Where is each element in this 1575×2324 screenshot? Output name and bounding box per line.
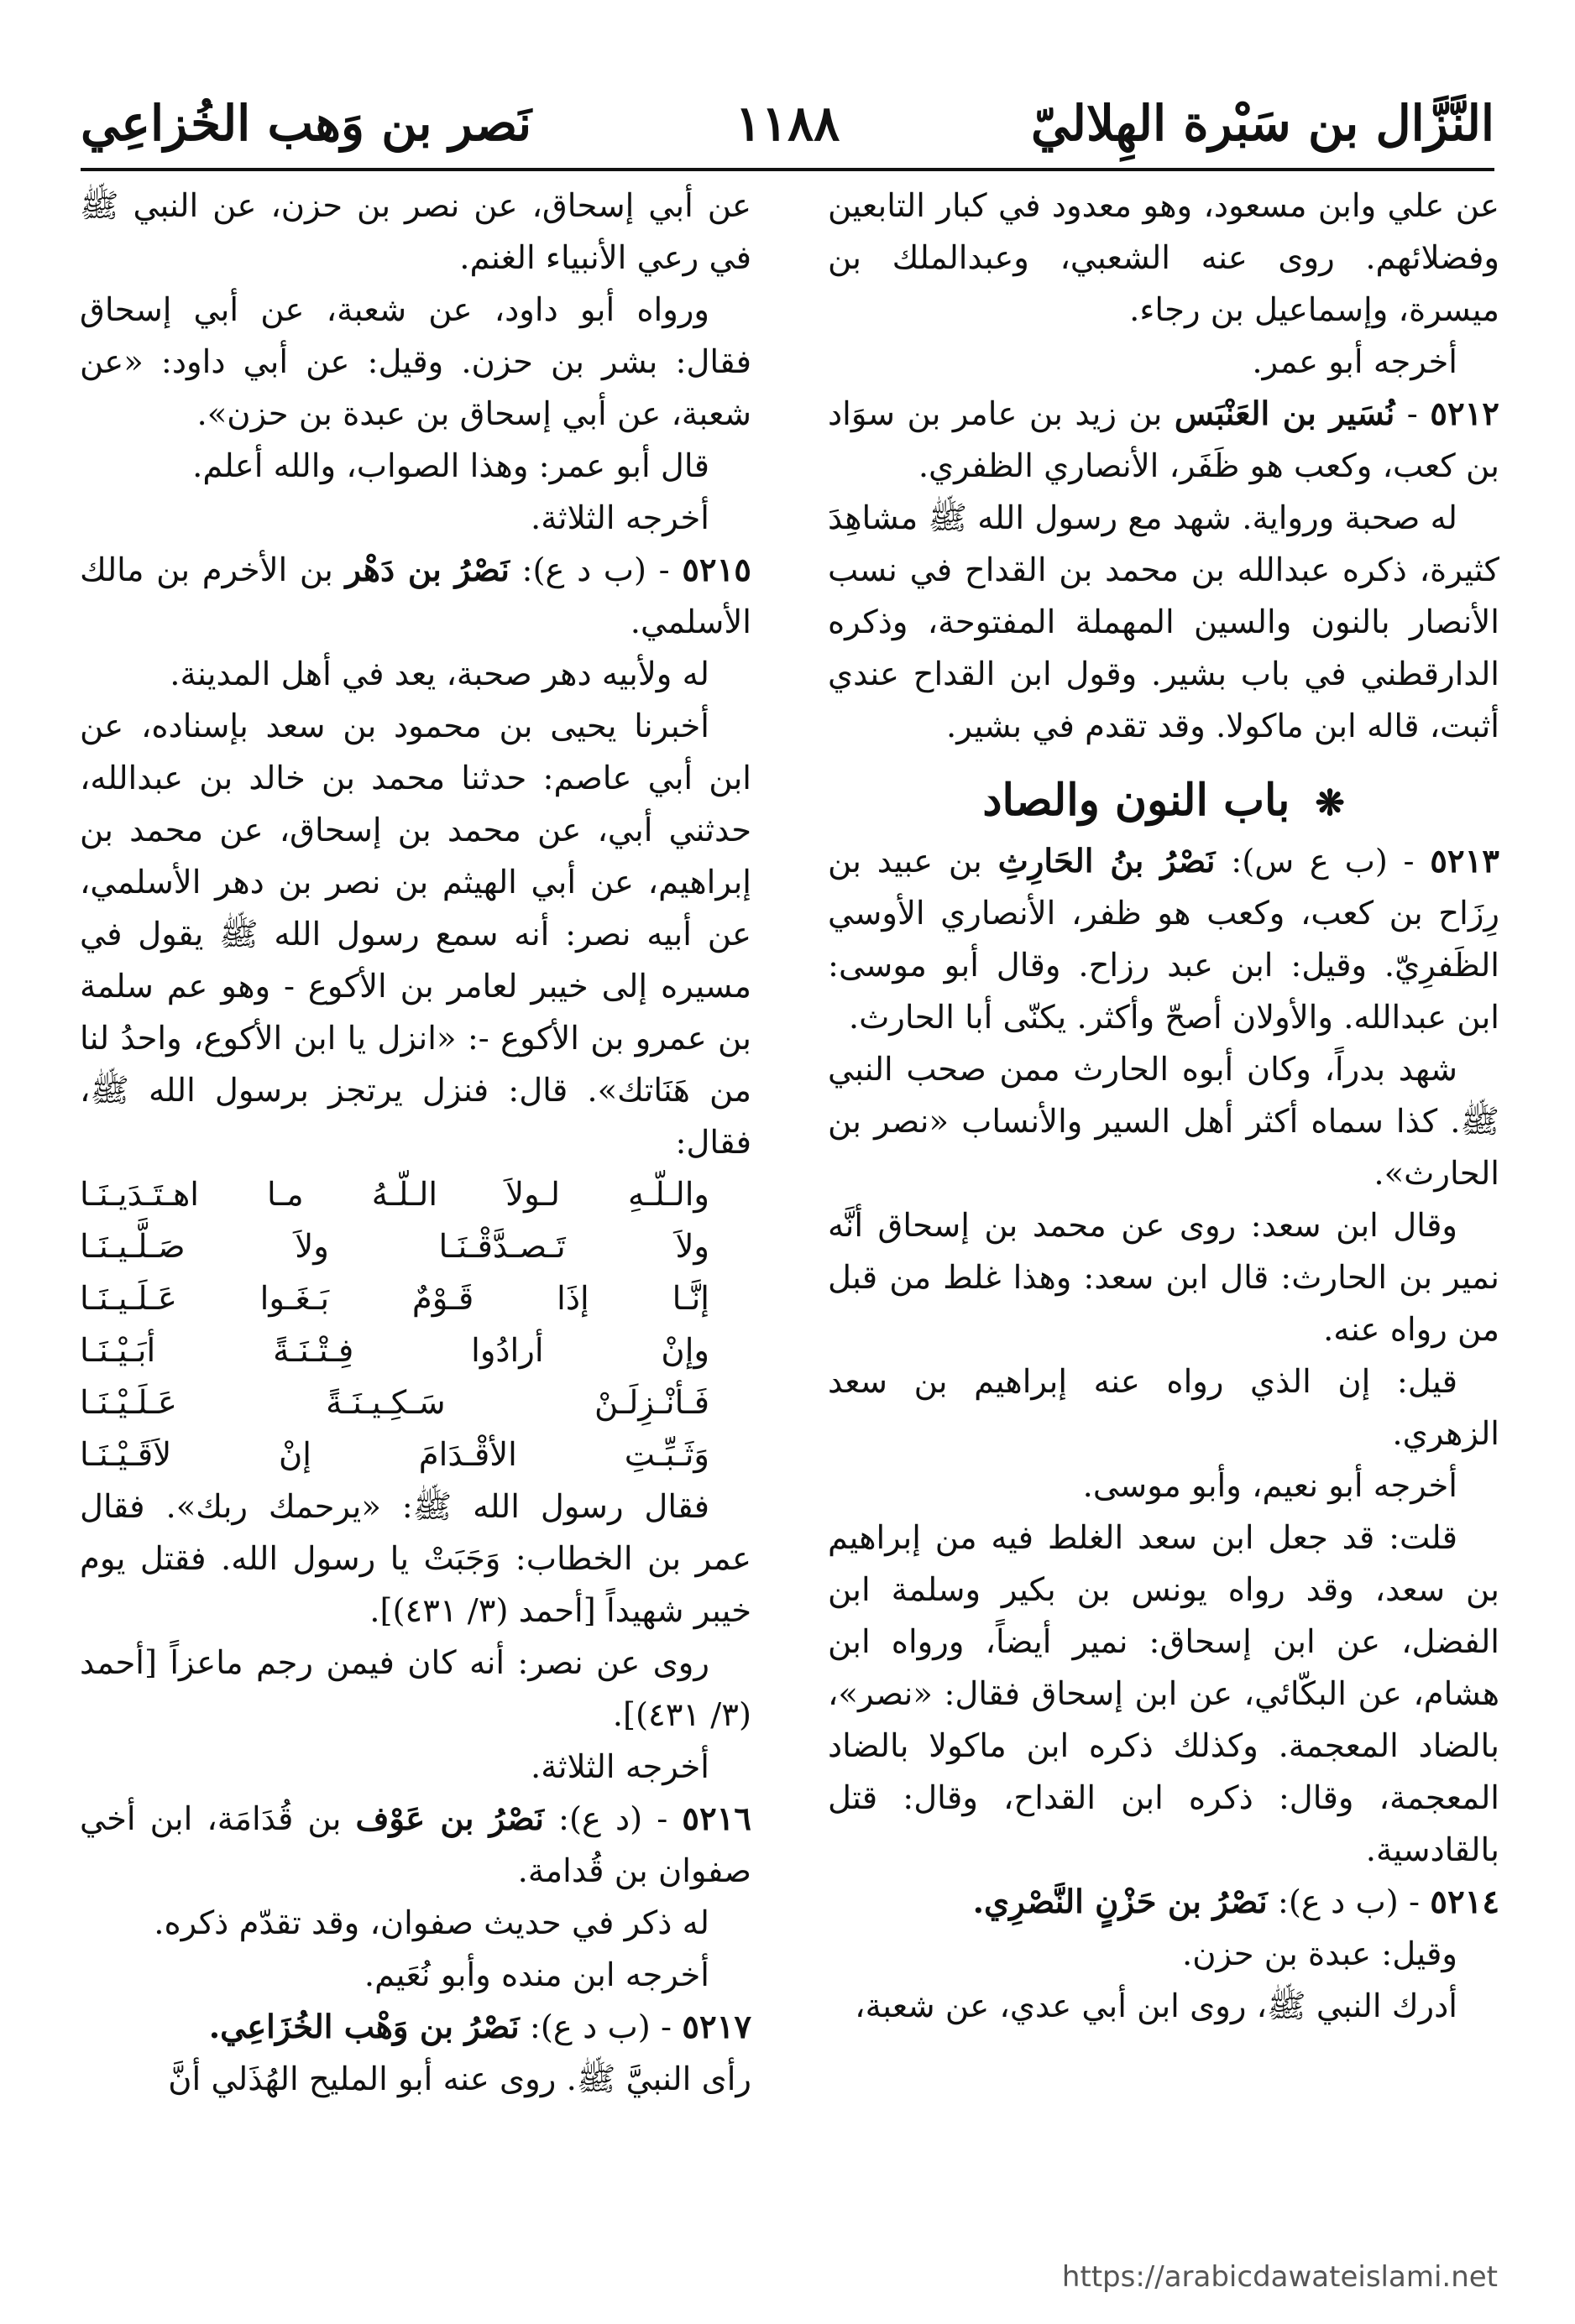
entry-text: بن زيد بن عامر بن سوَاد بن كعب، وكعب هو ظَفَر، الأنصاري الظفري. bbox=[828, 395, 1499, 485]
poem-verse: وإنْ أرادُوا فِـتْـنَـةً أبَـيْـنَـا bbox=[80, 1332, 709, 1370]
poem-verse: والـلّـهِ لـولاَ الـلّـهُ مـا اهـتَـدَيـنَـا bbox=[80, 1176, 709, 1214]
paragraph: أخرجه أبو نعيم، وأبو موسى. bbox=[1082, 1467, 1457, 1505]
entry-number: ٥٢١٥ bbox=[682, 551, 751, 589]
section-title bbox=[828, 775, 1499, 829]
paragraph: ورواه أبو داود، عن شعبة، عن أبي إسحاق فقال: بشر بن حزن. وقيل: عن أبي داود: «عن شعبة، عن أبي إسحاق بن عبدة بن حزن». bbox=[80, 291, 751, 433]
header-rule bbox=[81, 168, 1494, 171]
entry-tag: (ب ع س): bbox=[1231, 843, 1388, 880]
paragraph: عن أبي إسحاق، عن نصر بن حزن، عن النبي ﷺ في رعي الأنبياء الغنم. bbox=[80, 187, 751, 277]
entry-tag: (ب د ع): bbox=[1277, 1883, 1399, 1921]
entry-5213: ٥٢١٣ - (ب ع س): نَصْرُ بنُ الحَارِثِ بن عبيد بن رِزَاح بن كعب، وكعب هو ظفر، الأنصاري الأوسي الظَفرِيّ. وقيل: ابن عبد رزاح. وقال أبو موسى: ابن عبدالله. والأولان أصحّ وأكثر. يكنّى أبا الحارث. bbox=[828, 843, 1499, 1037]
entry-name: نَصْرُ بن وَهْب الخُزَاعِي. bbox=[208, 2008, 520, 2046]
paragraph: فقال رسول الله ﷺ: «يرحمك ربك». فقال عمر بن الخطاب: وَجَبَتْ يا رسول الله. فقتل يوم خيبر شهيداً [أحمد (٣/ ٤٣١)]. bbox=[80, 1488, 751, 1630]
entry-tag: (ب د ع): bbox=[521, 551, 647, 589]
entry-name: نَصْرُ بن عَوْف bbox=[355, 1800, 544, 1838]
entry-number: ٥٢١٦ bbox=[682, 1800, 751, 1838]
entry-tag: (ب د ع): bbox=[529, 2008, 651, 2046]
entry-number: ٥٢١٣ bbox=[1430, 843, 1499, 880]
entry-name: نُسَير بن العَنْبَس bbox=[1174, 395, 1395, 433]
paragraph: عن علي وابن مسعود، وهو معدود في كبار التابعين وفضلائهم. روى عنه الشعبي، وعبدالملك بن ميسرة، وإسماعيل بن رجاء. bbox=[828, 187, 1499, 329]
entry-5216: ٥٢١٦ - (د ع): نَصْرُ بن عَوْف بن قُدَامَة، ابن أخي صفوان بن قُدامة. bbox=[80, 1800, 751, 1890]
paragraph: قيل: إن الذي رواه عنه إبراهيم بن سعد الزهري. bbox=[828, 1363, 1499, 1453]
paragraph: وقيل: عبدة بن حزن. bbox=[1181, 1935, 1457, 1973]
entry-tag: (د ع): bbox=[558, 1800, 643, 1838]
right-column bbox=[828, 180, 1499, 2262]
page-header bbox=[81, 77, 1494, 170]
website-watermark: https://arabicdawateislami.net bbox=[1061, 2260, 1498, 2294]
paragraph: أخرجه ابن منده وأبو نُعَيم. bbox=[364, 1956, 709, 1994]
poem-verse: وَثَـبِّـتِ الأقْـدَامَ إنْ لاَقَـيْـنَـا bbox=[80, 1436, 709, 1474]
entry-number: ٥٢١٧ bbox=[682, 2008, 751, 2046]
poem-verse: إنَّـا إذَا قَـوْمٌ بَـغَـوا عَـلَـيـنَـا bbox=[80, 1280, 709, 1318]
entry-name: نَصْرُ بن حَزْنٍ النَّصْرِي. bbox=[972, 1883, 1268, 1921]
entry-text: بن قُدَامَة، ابن أخي صفوان بن قُدامة. bbox=[80, 1800, 751, 1890]
paragraph: له ولأبيه دهر صحبة، يعد في أهل المدينة. bbox=[170, 655, 709, 693]
poem bbox=[80, 1169, 751, 1481]
page-number: ١١٨٨ bbox=[735, 95, 840, 152]
entry-text: بن عبيد بن رِزَاح بن كعب، وكعب هو ظفر، الأنصاري الأوسي الظَفرِيّ. وقيل: ابن عبد رزاح. وقال أبو موسى: ابن عبدالله. والأولان أصحّ وأكثر. يكنّى أبا الحارث. bbox=[828, 843, 1499, 1037]
entry-5217: ٥٢١٧ - (ب د ع): نَصْرُ بن وَهْب الخُزَاعِي. bbox=[208, 2008, 751, 2046]
entry-name: نَصْرُ بنُ الحَارِثِ bbox=[997, 843, 1216, 880]
header-left-title: نَصر بن وَهب الخُزاعِي bbox=[81, 95, 532, 152]
star-ornament-icon: ❋ bbox=[1315, 782, 1345, 823]
paragraph: أخرجه أبو عمر. bbox=[1252, 343, 1457, 381]
section-title-text: باب النون والصاد bbox=[982, 775, 1290, 826]
paragraph: قال أبو عمر: وهذا الصواب، والله أعلم. bbox=[192, 447, 709, 485]
paragraph: أخرجه الثلاثة. bbox=[530, 1748, 709, 1786]
entry-number: ٥٢١٤ bbox=[1430, 1883, 1499, 1921]
paragraph: أدرك النبي ﷺ، روى ابن أبي عدي، عن شعبة، bbox=[855, 1987, 1457, 2025]
paragraph: قلت: قد جعل ابن سعد الغلط فيه من إبراهيم بن سعد، وقد رواه يونس بن بكير وسلمة ابن الفضل، عن ابن إسحاق: نمير أيضاً، ورواه ابن هشام، عن البكّائي، عن ابن إسحاق فقال: «نصر»، بالضاد المعجمة. وكذلك ذكره ابن ماكولا بالضاد المعجمة، وقال: ذكره ابن القداح، وقال: قتل بالقادسية. bbox=[828, 1519, 1499, 1869]
entry-name: نَصْرُ بن دَهْر bbox=[345, 551, 510, 589]
poem-verse: ولاَ تَـصـدَّقْـنَـا ولاَ صَـلَّـيـنَـا bbox=[80, 1228, 709, 1266]
paragraph: شهد بدراً، وكان أبوه الحارث ممن صحب النبي ﷺ. كذا سماه أكثر أهل السير والأنساب «نصر بن الحارث». bbox=[828, 1051, 1499, 1193]
left-column bbox=[80, 180, 751, 2262]
paragraph: أخبرنا يحيى بن محمود بن سعد بإسناده، عن ابن أبي عاصم: حدثنا محمد بن خالد بن عبدالله، حدثني أبي، عن محمد بن إسحاق، عن محمد بن إبراهيم، عن أبي الهيثم بن نصر بن دهر الأسلمي، عن أبيه نصر: أنه سمع رسول الله ﷺ يقول في مسيره إلى خيبر لعامر بن الأكوع - وهو عم سلمة بن عمرو بن الأكوع -: «انزل يا ابن الأكوع، واحدُ لنا من هَنَاتك». قال: فنزل يرتجز برسول الله ﷺ، فقال: bbox=[80, 708, 751, 1162]
entry-text: بن الأخرم بن مالك الأسلمي. bbox=[80, 551, 751, 641]
paragraph: روى عن نصر: أنه كان فيمن رجم ماعزاً [أحمد (٣/ ٤٣١)]. bbox=[80, 1644, 751, 1734]
entry-5215: ٥٢١٥ - (ب د ع): نَصْرُ بن دَهْر بن الأخرم بن مالك الأسلمي. bbox=[80, 551, 751, 641]
paragraph: أخرجه الثلاثة. bbox=[530, 499, 709, 537]
header-right-title: النَّزَّال بن سَبْرة الهِلاليّ bbox=[1030, 95, 1494, 152]
paragraph: رأى النبيَّ ﷺ. روى عنه أبو المليح الهُذَلي أنَّ bbox=[168, 2060, 751, 2098]
paragraph: له ذكر في حديث صفوان، وقد تقدّم ذكره. bbox=[154, 1904, 709, 1942]
entry-number: ٥٢١٢ bbox=[1430, 395, 1499, 433]
entry-5212: ٥٢١٢ - نُسَير بن العَنْبَس بن زيد بن عامر بن سوَاد بن كعب، وكعب هو ظَفَر، الأنصاري الظفري. bbox=[828, 395, 1499, 485]
entry-5214: ٥٢١٤ - (ب د ع): نَصْرُ بن حَزْنٍ النَّصْرِي. bbox=[972, 1883, 1499, 1921]
paragraph: وقال ابن سعد: روى عن محمد بن إسحاق أنَّه نمير بن الحارث: قال ابن سعد: وهذا غلط من قبل من رواه عنه. bbox=[828, 1207, 1499, 1349]
paragraph: له صحبة ورواية. شهد مع رسول الله ﷺ مشاهِدَ كثيرة، ذكره عبدالله بن محمد بن القداح في نسب الأنصار بالنون والسين المهملة المفتوحة، وذكره الدارقطني في باب بشير. وقول ابن القداح عندي أثبت، قاله ابن ماكولا. وقد تقدم في بشير. bbox=[828, 499, 1499, 745]
poem-verse: فَـأنْـزِلَـنْ سَـكِـيـنَـةً عَـلَـيْـنَـا bbox=[80, 1384, 709, 1422]
